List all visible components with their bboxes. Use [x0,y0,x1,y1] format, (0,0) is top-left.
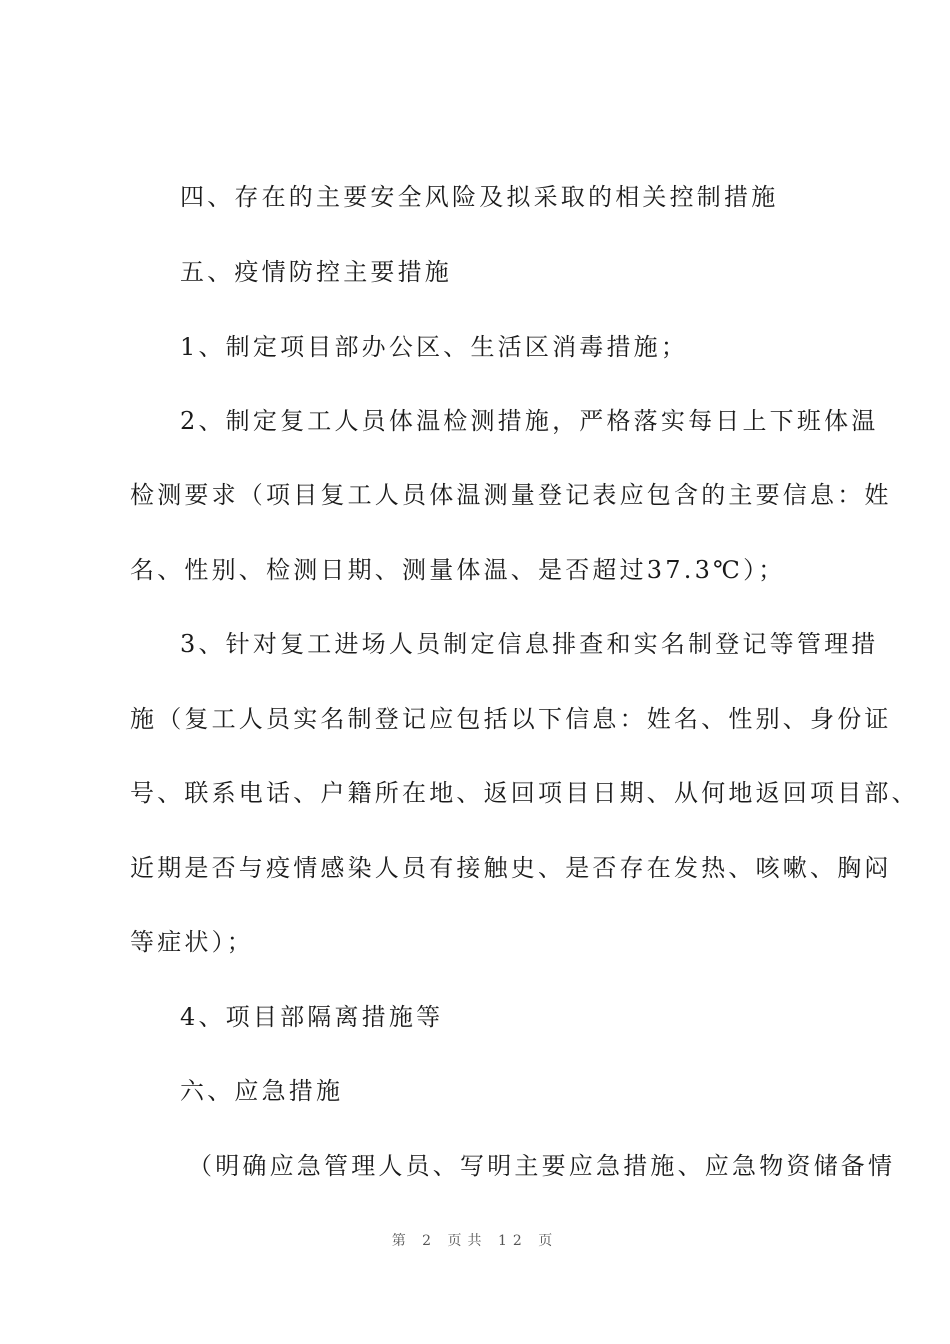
paragraph-item-2-line-2: 检测要求（项目复工人员体温测量登记表应包含的主要信息：姓 [130,481,892,509]
paragraph-item-2-line-1: 2、制定复工人员体温检测措施，严格落实每日上下班体温 [180,407,879,435]
section-heading-5: 五、疫情防控主要措施 [180,258,452,286]
paragraph-emergency-line-1: （明确应急管理人员、写明主要应急措施、应急物资储备情 [188,1152,896,1180]
page-number-footer: 第 2 页共 12 页 [391,1233,559,1249]
section-heading-4: 四、存在的主要安全风险及拟采取的相关控制措施 [180,183,779,211]
paragraph-item-4: 4、项目部隔离措施等 [180,1003,444,1031]
paragraph-item-3-line-5: 等症状）； [130,928,254,956]
paragraph-item-1: 1、制定项目部办公区、生活区消毒措施； [180,333,689,361]
paragraph-item-3-line-2: 施（复工人员实名制登记应包括以下信息：姓名、性别、身份证 [130,705,892,733]
section-heading-6: 六、应急措施 [180,1077,344,1105]
paragraph-item-3-line-3: 号、联系电话、户籍所在地、返回项目日期、从何地返回项目部、 [130,779,919,807]
paragraph-item-2-line-3: 名、性别、检测日期、测量体温、是否超过37.3℃）； [130,556,786,584]
paragraph-item-3-line-1: 3、针对复工进场人员制定信息排查和实名制登记等管理措 [180,630,879,658]
paragraph-item-3-line-4: 近期是否与疫情感染人员有接触史、是否存在发热、咳嗽、胸闷 [130,854,892,882]
